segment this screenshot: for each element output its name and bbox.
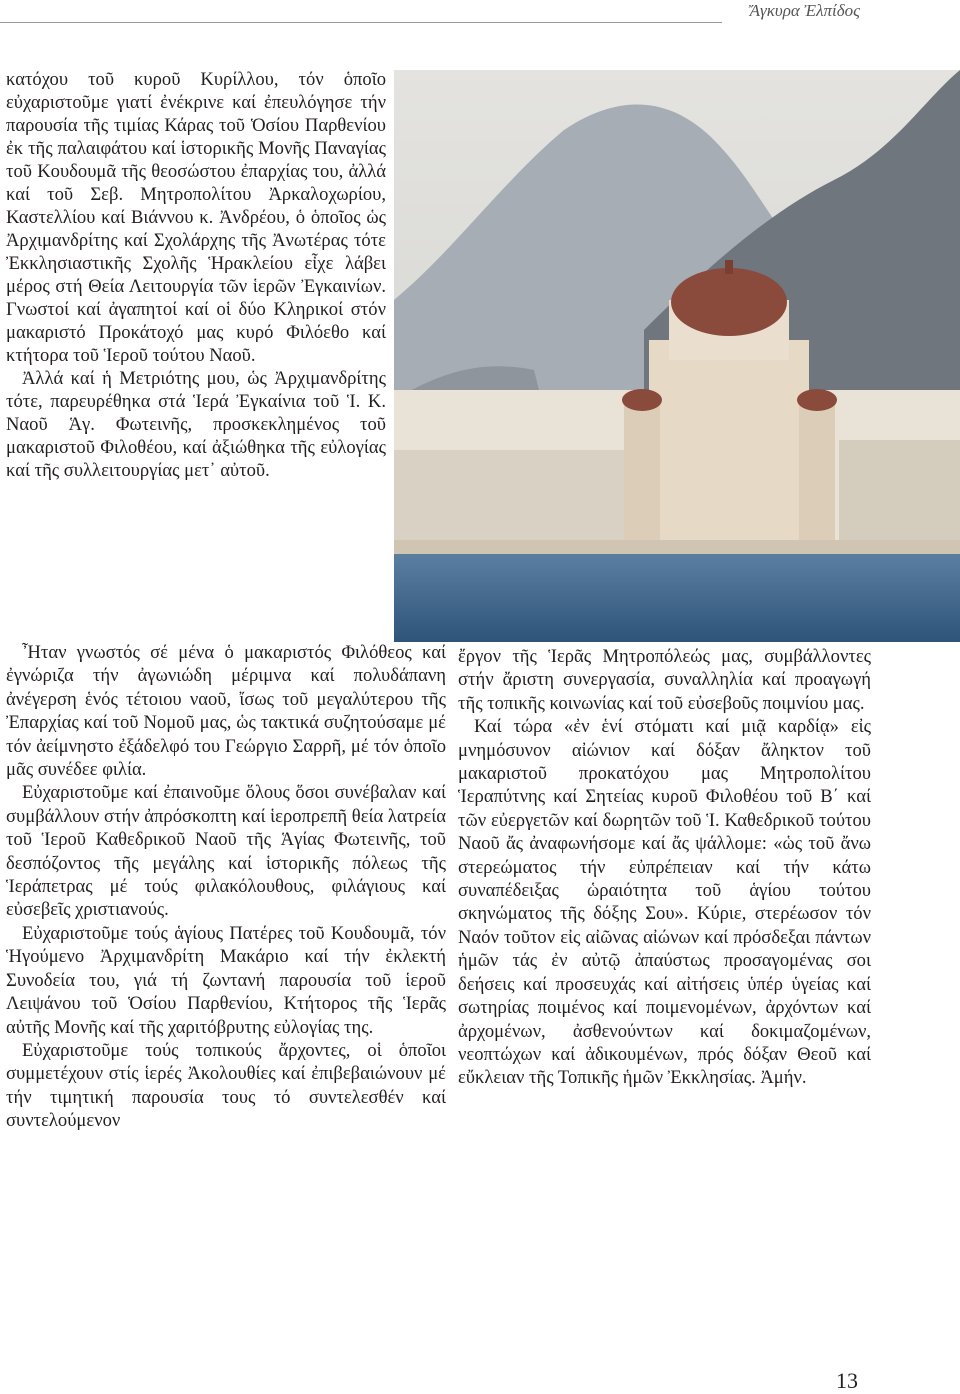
- side-tower-right: [799, 400, 835, 540]
- paragraph: Ἦταν γνωστός σέ μένα ὁ μακαριστός Φιλόθεος καί ἐγνώριζα τήν ἀγωνιώδη μέριμνα καί πολυδάπανη ἀνέγερση ἑνός τέτοιου ναοῦ, ἴσως τοῦ μεγαλύτερου τῆς Ἐπαρχίας καί τοῦ Νομοῦ μας, ὡς τακτικά συζητούσαμε μέ τόν ἀείμνηστο ἐξάδελφό του Γεώργιο Σαρρῆ, μέ τόν ὁποῖο μᾶς συνέδεε φιλία.: [6, 642, 446, 781]
- page-number: 13: [836, 1368, 858, 1393]
- left-column-lower: [6, 641, 446, 1133]
- side-tower-left: [624, 400, 660, 540]
- buildings-left: [394, 450, 624, 550]
- small-dome-left: [622, 389, 662, 411]
- sea: [394, 554, 960, 642]
- buildings-right: [839, 440, 960, 550]
- church-dome: [671, 268, 787, 336]
- church-photo: [394, 70, 960, 642]
- small-dome-right: [797, 389, 837, 411]
- header-rule: [0, 22, 722, 23]
- paragraph: κατόχου τοῦ κυροῦ Κυρίλλου, τόν ὁποῖο εὐχαριστοῦμε γιατί ἐνέκρινε καί ἐπευλόγησε τήν παρουσία τῆς τιμίας Κάρας τοῦ Ὁσίου Παρθενίου ἐκ τῆς παλαιφάτου καί ἱστορικῆς Μονῆς Παναγίας τοῦ Κουδουμᾶ τῆς θεοσώστου ἐπαρχίας του, ἀλλά καί τοῦ Σεβ. Μητροπολίτου Ἀρκαλοχωρίου, Καστελλίου καί Βιάννου κ. Ἀνδρέου, ὁ ὁποῖος ὡς Ἀρχιμανδρίτης καί Σχολάρχης τῆς Ἀνωτέρας τότε Ἐκκλησιαστικῆς Σχολῆς Ἡρακλείου εἶχε λάβει μέρος στή Θεία Λειτουργία τῶν ἱερῶν Ἐγκαινίων. Γνωστοί καί ἀγαπητοί καί οἱ δύο Κληρικοί στόν μακαριστό Προκάτοχό μας κυρό Φιλόεθο καί κτήτορα τοῦ Ἱεροῦ τούτου Ναοῦ.: [6, 69, 386, 366]
- church-body: [649, 340, 809, 540]
- running-head: Ἄγκυρα Ἐλπίδος: [749, 1, 860, 20]
- paragraph: ἔργον τῆς Ἱερᾶς Μητροπόλεώς μας, συμβάλλοντες στήν ἄριστη συνεργασία, συναλληλία καί προαγωγή τῆς τοπικῆς κοινωνίας καί τοῦ εὐσεβοῦς ποιμνίου μας.: [458, 646, 871, 714]
- paragraph: Καί τώρα «ἐν ἑνί στόματι καί μιᾷ καρδίᾳ» εἰς μνημόσυνον αἰώνιον καί δόξαν ἄληκτον τοῦ μακαριστοῦ προκατόχου μας Μητροπολίτου Ἱεραπύτνης καί Σητείας κυροῦ Φιλοθέου τοῦ Β΄ καί τῶν εὐεργετῶν καί δωρητῶν τοῦ Ἱ. Καθεδρικοῦ τούτου Ναοῦ ἄς ἀναφωνήσομε καί ἄς ψάλλομε: «ὡς τοῦ ἄνω στερεώματος τήν εὐπρέπειαν καί τήν κάτω συναπέδειξας ὡραιότητα τοῦ ἁγίου τούτου σκηνώματος τῆς δόξης Σου». Κύριε, στερέωσον τόν Ναόν τοῦτον εἰς αἰῶνας αἰώνων καί πρόσδεξαι πάντων ἡμῶν τάς ἐν αὐτῷ ἀπαύστως προσαγομένας σοι δεήσεις καί προσευχάς καί αἰτήσεις ὑπέρ ὑγείας καί σωτηρίας ποιμένος καί ποιμενομένων, ἀρχόντων καί ἀρχομένων, ἀσθενούντων καί δοκιμαζομένων, νεοπτώχων καί ἀδικουμένων, πρός δόξαν Θεοῦ καί εὔκλειαν τῆς Τοπικῆς ἡμῶν Ἐκκλησίας. Ἀμήν.: [458, 716, 871, 1089]
- paragraph: Εὐχαριστοῦμε τούς τοπικούς ἄρχοντες, οἱ ὁποῖοι συμμετέχουν στίς ἱερές Ἀκολουθίες καί ἐπιβεβαιώνουν μέ τήν τιμητική παρουσία τους τό συντελεσθέν καί συντελούμενον: [6, 1039, 446, 1132]
- paragraph: Εὐχαριστοῦμε τούς ἁγίους Πατέρες τοῦ Κουδουμᾶ, τόν Ἡγούμενο Ἀρχιμανδρίτη Μακάριο καί τήν ἐκλεκτή Συνοδεία του, γιά τή ζωντανή παρουσία τοῦ ἱεροῦ Λειψάνου τοῦ Ὁσίου Παρθενίου, Κτήτορος τῆς Ἱερᾶς αὐτῆς Μονῆς καί τῆς χαριτόβρυτης εὐλογίας της.: [6, 922, 446, 1038]
- church-photo-drawing: [394, 70, 960, 642]
- right-column: [458, 645, 871, 1090]
- paragraph: Ἀλλά καί ἡ Μετριότης μου, ὡς Ἀρχιμανδρίτης τότε, παρευρέθηκα στά Ἱερά Ἐγκαίνια τοῦ Ἱ. Κ. Ναοῦ Ἁγ. Φωτεινῆς, προσκεκλημένος τοῦ μακαριστοῦ Φιλοθέου, καί ἀξιώθηκα τῆς εὐλογίας καί τῆς συλλειτουργίας μετ᾿ αὐτοῦ.: [6, 368, 386, 481]
- shore: [394, 540, 960, 554]
- paragraph: Εὐχαριστοῦμε καί ἐπαινοῦμε ὅλους ὅσοι συνέβαλαν καί συμβάλλουν στήν ἀπρόσκοπτη καί ἱεροπρεπῆ θεία λατρεία τοῦ Ἱεροῦ Καθεδρικοῦ Ναοῦ τῆς Ἁγίας Φωτεινῆς, τοῦ δεσπόζοντος τῆς μεγάλης καί ἱστορικῆς πόλεως τῆς Ἱεράπετρας μέ τούς φιλακόλουθους, φιλάγιους καί εὐσεβεῖς χριστιανούς.: [6, 782, 446, 921]
- left-column-upper: [6, 68, 386, 482]
- dome-cross: [725, 260, 733, 274]
